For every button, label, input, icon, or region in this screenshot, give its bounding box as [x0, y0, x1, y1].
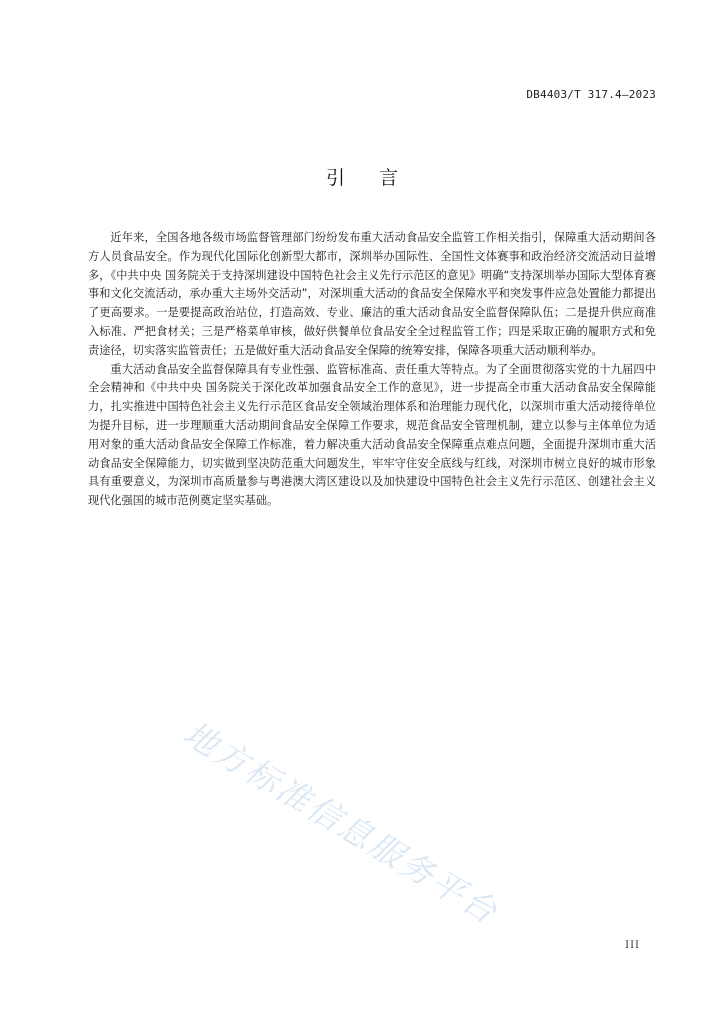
document-code: DB4403/T 317.4—2023 [526, 88, 656, 101]
watermark: 地方标准信息服务平台 [176, 713, 506, 933]
section-title: 引言 [325, 167, 432, 189]
paragraph-1: 近年来，全国各地各级市场监督管理部门纷纷发布重大活动食品安全监管工作相关指引，保障重大活动期间各方人员食品安全。作为现代化国际化创新型大都市，深圳举办国际性、全国性文体赛事和政治经济交流活动日益增多，《中共中央 国务院关于支持深圳建设中国特色社会主义先行示范区的意见》明确“支持深圳举办国际大型体育赛事和文化交流活动，承办重大主场外交活动”，对深圳重大活动的食品安全保障水平和突发事件应急处置能力都提出了更高要求。一是要提高政治站位，打造高效、专业、廉洁的重大活动食品安全监督保障队伍；二是提升供应商准入标准、严把食材关；三是严格菜单审核，做好供餐单位食品安全全过程监管工作；四是采取正确的履职方式和免责途径，切实落实监管责任；五是做好重大活动食品安全保障的统筹安排，保障各项重大活动顺利举办。 [88, 231, 656, 357]
paragraph-2: 重大活动食品安全监督保障具有专业性强、监管标准高、责任重大等特点。为了全面贯彻落实党的十九届四中全会精神和《中共中央 国务院关于深化改革加强食品安全工作的意见》，进一步提高全市重大活动食品安全保障能力，扎实推进中国特色社会主义先行示范区食品安全领域治理体系和治理能力现代化，以深圳市重大活动接待单位为提升目标，进一步理顺重大活动期间食品安全保障工作要求，规范食品安全管理机制，建立以参与主体单位为适用对象的重大活动食品安全保障工作标准，着力解决重大活动食品安全保障重点难点问题，全面提升深圳市重大活动食品安全保障能力，切实做到坚决防范重大问题发生，牢牢守住安全底线与红线，对深圳市树立良好的城市形象具有重要意义，为深圳市高质量参与粤港澳大湾区建设以及加快建设中国特色社会主义先行示范区、创建社会主义现代化强国的城市范例奠定坚实基础。 [88, 362, 656, 508]
body-text [88, 229, 656, 511]
page-number: III [625, 940, 640, 951]
